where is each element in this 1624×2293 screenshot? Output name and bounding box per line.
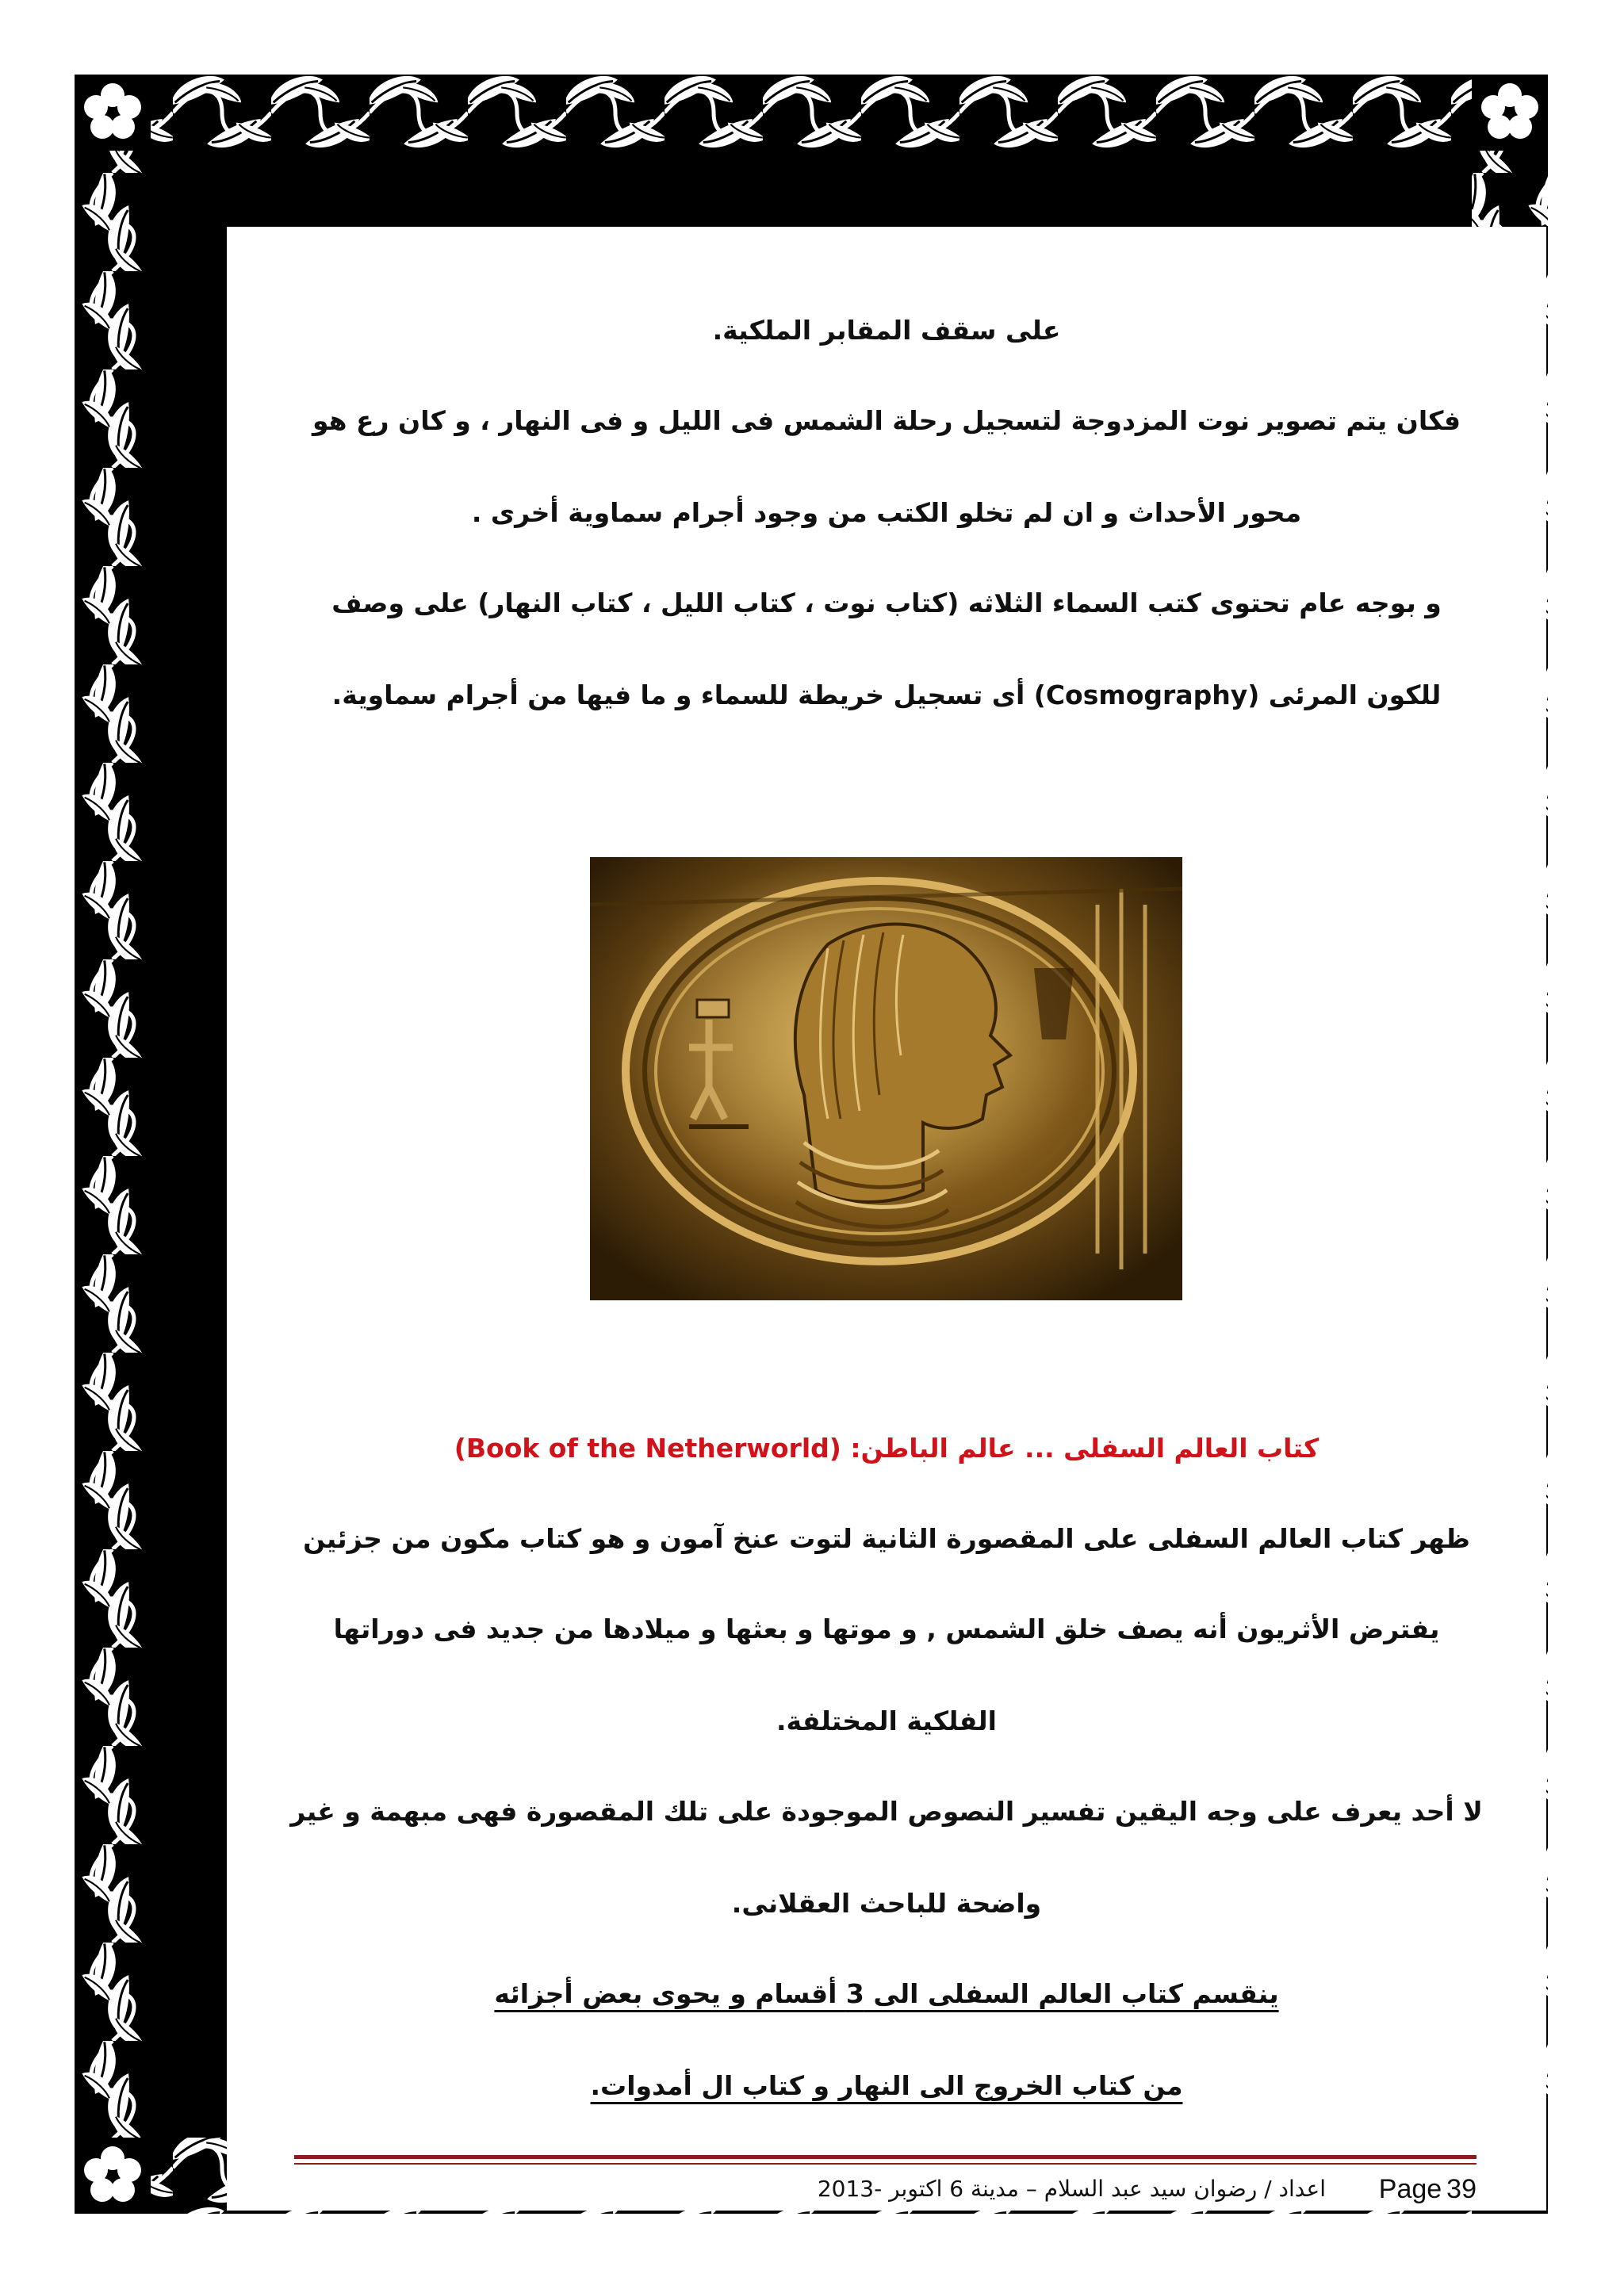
footer-credit: اعداد / رضوان سيد عبد السلام – مدينة 6 اكتوبر -2013 xyxy=(817,2176,1326,2202)
underlined-text: من كتاب الخروج الى النهار و كتاب ال أمدوات. xyxy=(590,2070,1183,2101)
paragraph-line: يفترض الأثريون أنه يصف خلق الشمس , و موتها و بعثها و ميلادها من جديد فى دوراتها xyxy=(333,1614,1440,1644)
footer-rule xyxy=(294,2155,1477,2159)
egyptian-relief-image xyxy=(590,857,1182,1300)
paragraph-line: محور الأحداث و ان لم تخلو الكتب من وجود أجرام سماوية أخرى . xyxy=(471,497,1302,528)
paragraph-line: واضحة للباحث العقلانى. xyxy=(731,1888,1042,1919)
page-number xyxy=(1374,2174,1477,2205)
paragraph-line: على سقف المقابر الملكية. xyxy=(712,315,1061,346)
paragraph-line: فكان يتم تصوير نوت المزدوجة لتسجيل رحلة الشمس فى الليل و فى النهار ، و كان رع هو xyxy=(312,405,1461,436)
section-heading: كتاب العالم السفلى ... عالم الباطن: (Book of the Netherworld) xyxy=(454,1433,1320,1464)
paragraph-line: الفلكية المختلفة. xyxy=(776,1705,997,1736)
paragraph-line: و بوجه عام تحتوى كتب السماء الثلاثه (كتاب نوت ، كتاب الليل ، كتاب النهار) على وصف xyxy=(331,588,1442,618)
underlined-line xyxy=(227,2068,1546,2104)
page-label: Page xyxy=(1378,2174,1442,2204)
footer-rule-thin xyxy=(294,2163,1477,2165)
pharaoh-relief-icon xyxy=(590,857,1182,1300)
underlined-line xyxy=(227,1976,1546,2012)
paragraph-line: لا أحد يعرف على وجه اليقين تفسير النصوص الموجودة على تلك المقصورة فهى مبهمة و غير xyxy=(290,1796,1483,1827)
paragraph-line: للكون المرئى (Cosmography) أى تسجيل خريطة للسماء و ما فيها من أجرام سماوية. xyxy=(331,679,1442,710)
corner-flower-icon xyxy=(84,2146,141,2202)
corner-flower-icon xyxy=(1481,83,1538,139)
corner-flower-icon xyxy=(84,83,141,139)
paragraph-line: ظهر كتاب العالم السفلى على المقصورة الثانية لتوت عنخ آمون و هو كتاب مكون من جزئين xyxy=(303,1523,1470,1554)
decorative-border xyxy=(75,75,1548,2214)
page-number-value: 39 xyxy=(1446,2174,1477,2204)
underlined-text: ينقسم كتاب العالم السفلى الى 3 أقسام و يحوى بعض أجزائه xyxy=(494,1978,1279,2009)
page-content xyxy=(227,227,1546,2211)
page-footer xyxy=(294,2169,1477,2214)
